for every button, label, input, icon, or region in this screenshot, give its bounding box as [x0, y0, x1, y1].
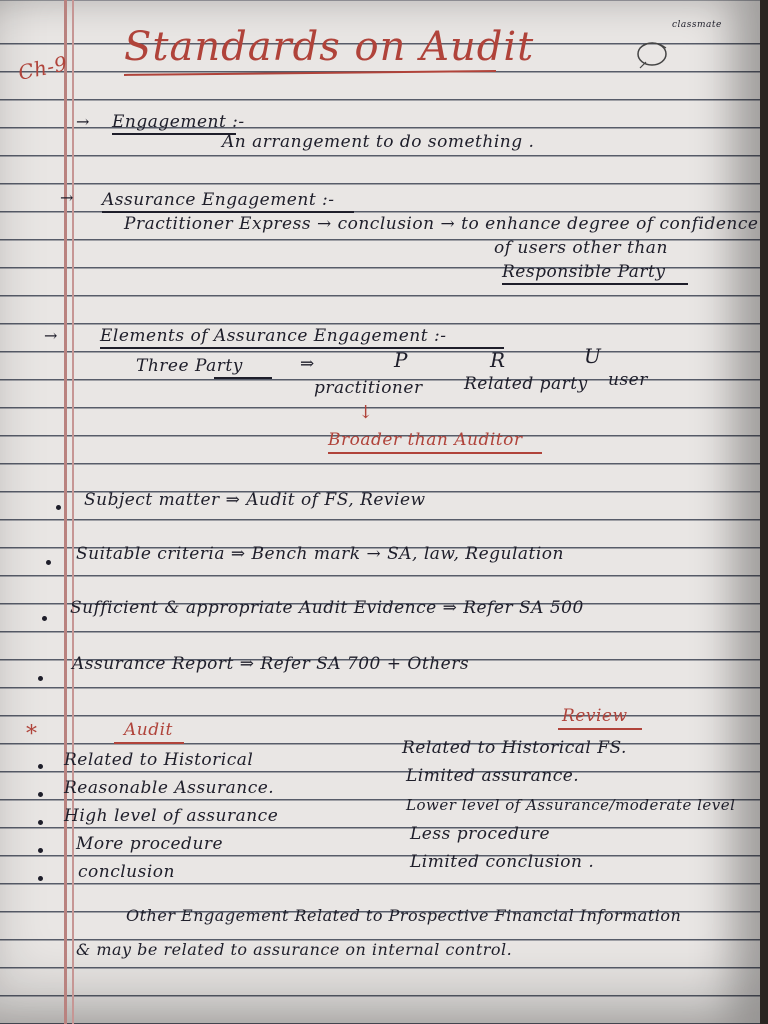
bullet-dot [38, 848, 43, 853]
audit-heading: Audit [124, 720, 173, 740]
review-underline [558, 728, 642, 730]
bullet-dot [42, 616, 47, 621]
party-underline [214, 377, 272, 379]
broader-underline [328, 452, 542, 454]
letter-r: R [490, 348, 506, 372]
letter-p: P [394, 348, 408, 372]
elements-heading: Elements of Assurance Engagement :- [100, 326, 447, 346]
audit-point-5: conclusion [78, 862, 175, 882]
bullet-suitable-criteria: Suitable criteria ⇒ Bench mark → SA, law, Regulation [76, 544, 564, 564]
footer-line-1: Other Engagement Related to Prospective Financial Information [126, 906, 682, 925]
review-heading: Review [562, 706, 628, 726]
audit-point-2: Reasonable Assurance. [64, 778, 275, 798]
bullet-dot [38, 764, 43, 769]
three-party-label: Three Party [136, 356, 243, 376]
bullet-dot [46, 560, 51, 565]
assurance-line-1: Practitioner Express → conclusion → to enhance degree of confidence [124, 214, 759, 234]
audit-point-1: Related to Historical [64, 750, 254, 770]
footer-line-2: & may be related to assurance on internal control. [76, 940, 513, 959]
bullet-audit-evidence: Sufficient & appropriate Audit Evidence ⇒ Refer SA 500 [70, 598, 584, 618]
broader-note: Broader than Auditor [328, 430, 523, 450]
page-title: Standards on Audit [124, 24, 535, 70]
audit-underline [114, 742, 184, 744]
assurance-line-2: of users other than [494, 238, 668, 258]
star-icon: * [26, 722, 38, 747]
bullet-dot [56, 505, 61, 510]
assurance-underline [102, 211, 354, 213]
review-point-3: Lower level of Assurance/moderate level [406, 796, 736, 814]
audit-point-4: More procedure [76, 834, 224, 854]
review-point-5: Limited conclusion . [410, 852, 595, 872]
letter-u: U [584, 344, 602, 368]
arrow-icon: → [44, 326, 58, 345]
arrow-icon: → [76, 112, 90, 131]
bullet-dot [38, 676, 43, 681]
bullet-subject-matter: Subject matter ⇒ Audit of FS, Review [84, 490, 426, 510]
responsible-party-underline [502, 283, 688, 285]
implies-arrow: ⇒ [300, 354, 315, 374]
margin-line [64, 0, 67, 1024]
assurance-line-3: Responsible Party [502, 262, 666, 282]
logo-text: classmate [672, 20, 722, 30]
engagement-underline [112, 133, 236, 135]
title-underline [124, 70, 496, 76]
review-point-4: Less procedure [410, 824, 551, 844]
assurance-engagement-heading: Assurance Engagement :- [102, 190, 335, 210]
practitioner-label: practitioner [314, 378, 423, 398]
bullet-dot [38, 820, 43, 825]
margin-line-inner [72, 0, 74, 1024]
bullet-assurance-report: Assurance Report ⇒ Refer SA 700 + Others [72, 654, 470, 674]
bullet-dot [38, 876, 43, 881]
arrow-icon: → [60, 188, 74, 207]
review-point-1: Related to Historical FS. [402, 738, 627, 758]
audit-point-3: High level of assurance [64, 806, 279, 826]
bullet-dot [38, 792, 43, 797]
down-arrow-icon: ↓ [358, 402, 374, 423]
engagement-definition: An arrangement to do something . [222, 132, 535, 152]
user-label: user [608, 370, 648, 390]
review-point-2: Limited assurance. [406, 766, 580, 786]
elements-underline [100, 347, 504, 349]
related-party-label: Related party [464, 374, 588, 394]
chapter-label: Ch-9 [16, 51, 70, 85]
engagement-heading: Engagement :- [112, 112, 245, 132]
